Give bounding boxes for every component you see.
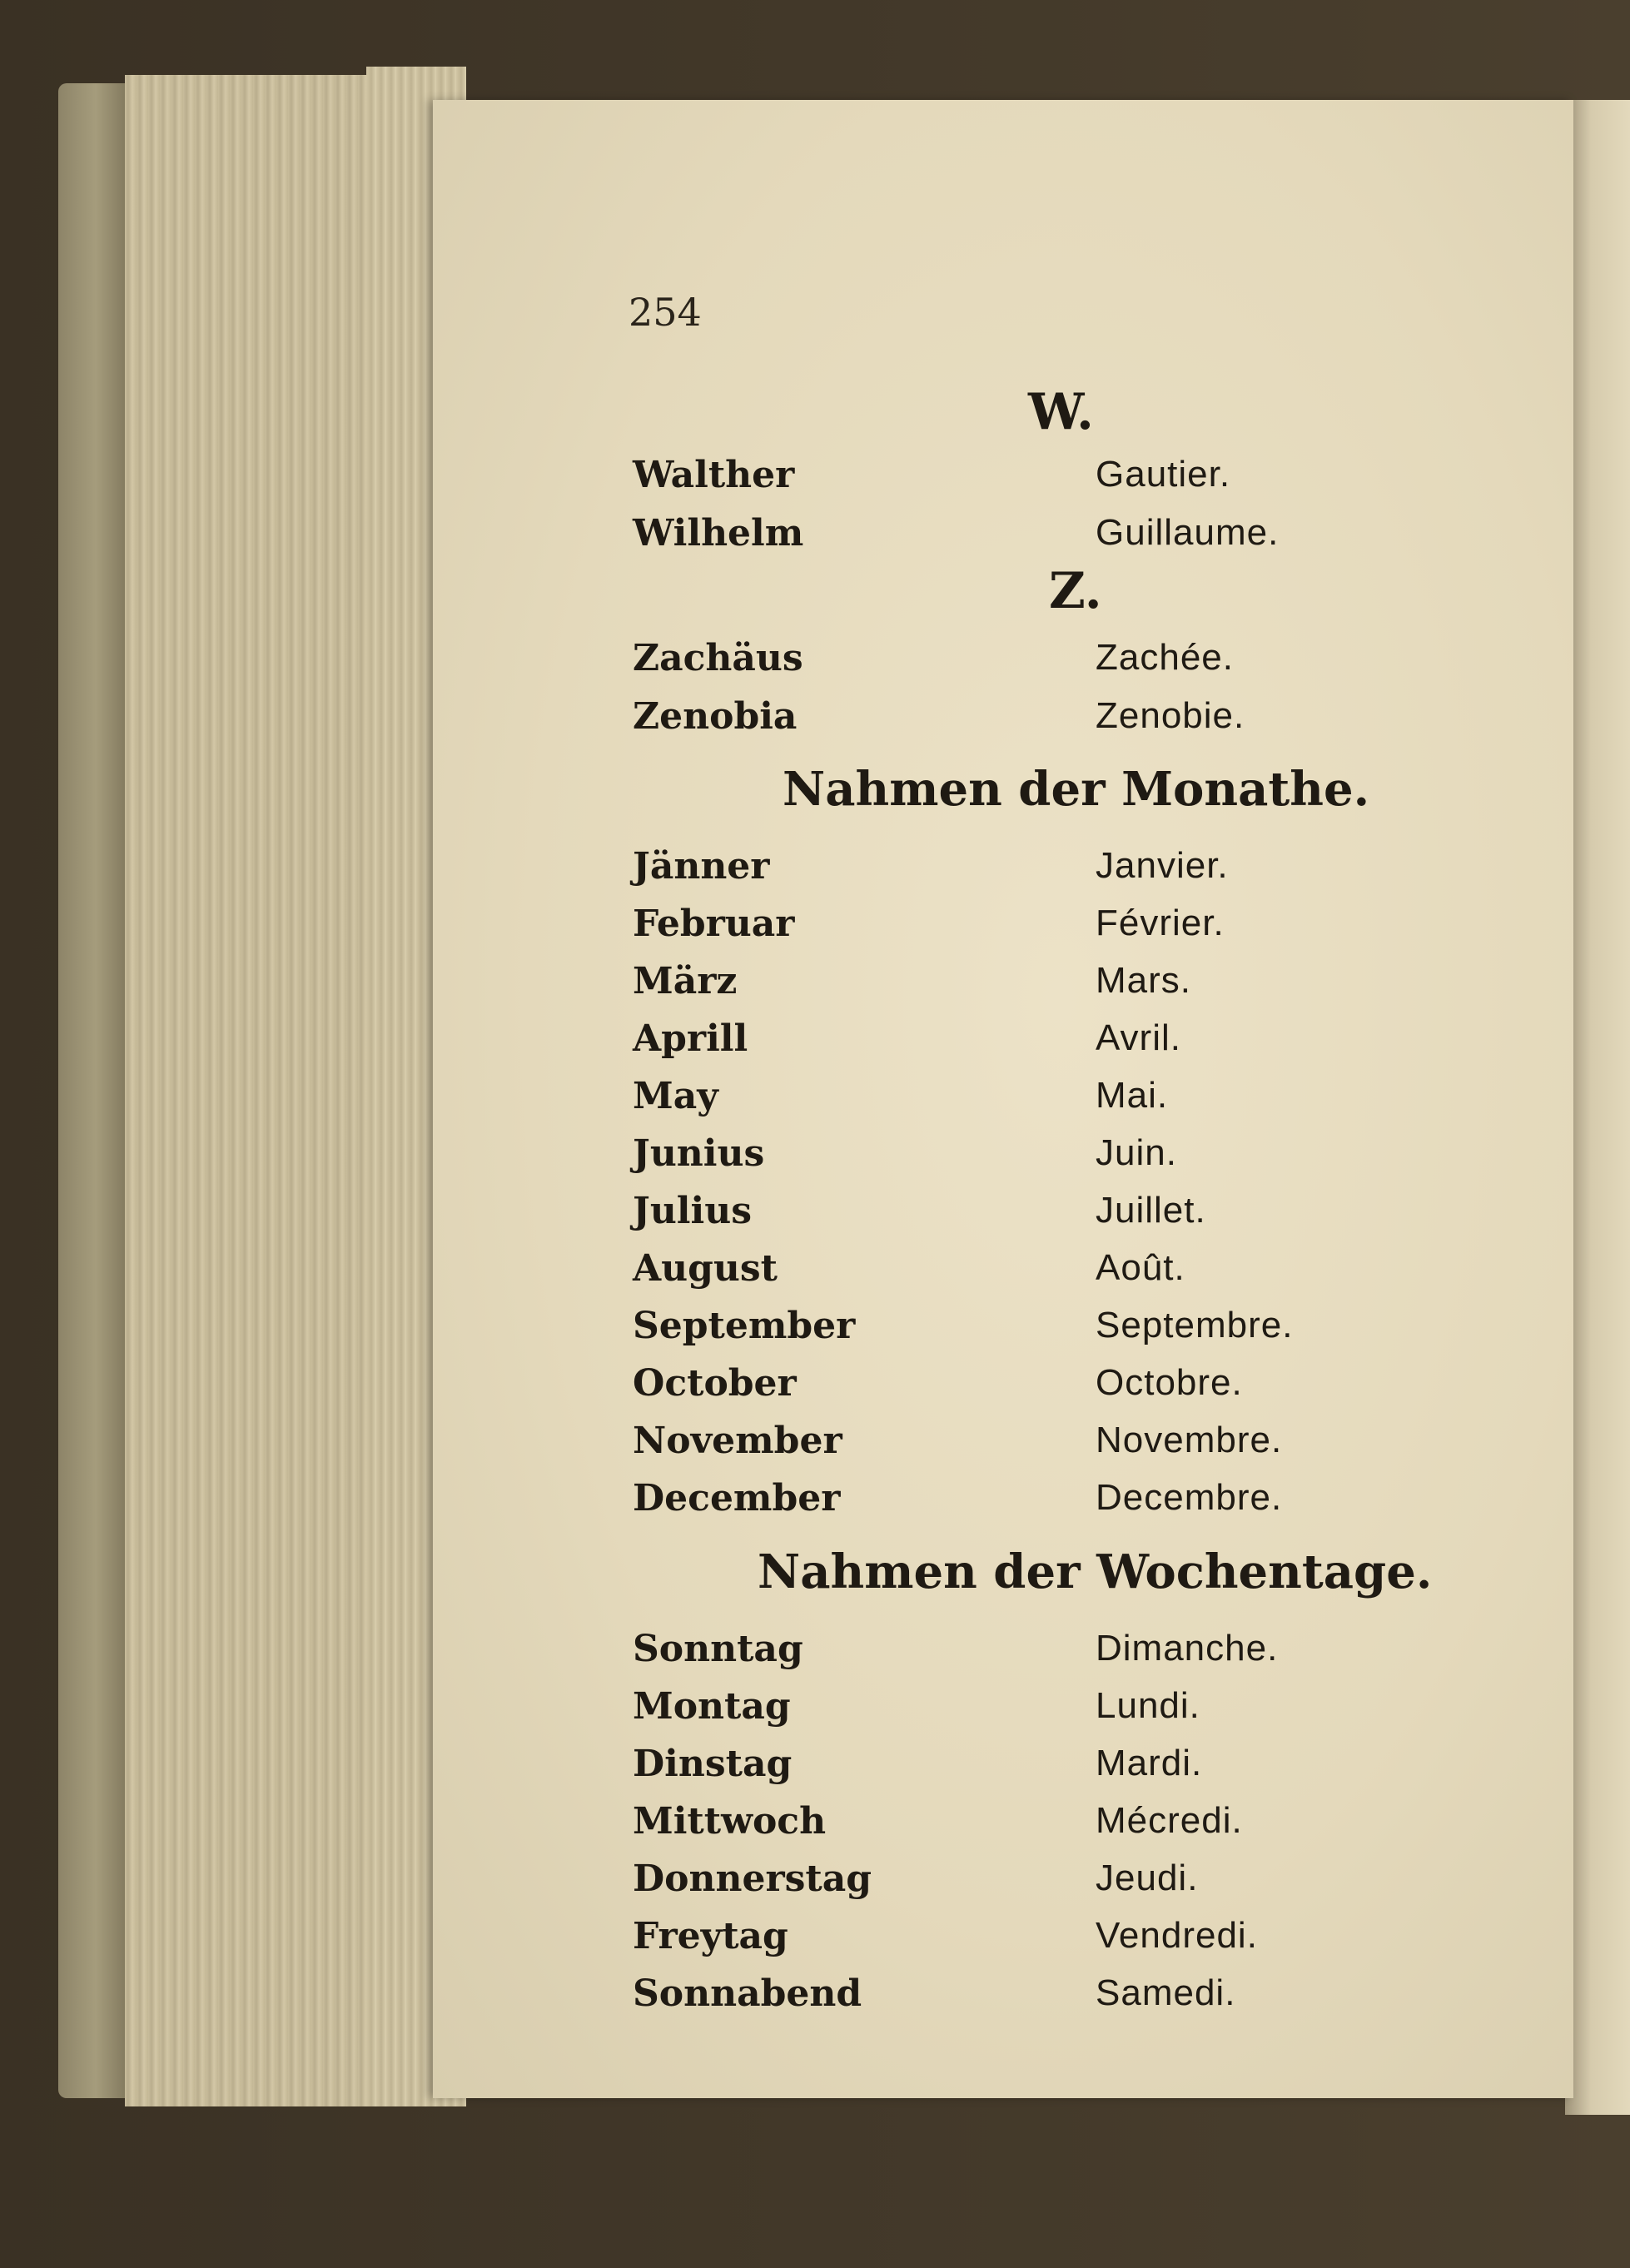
french-weekday: Lundi. [1096, 1685, 1200, 1726]
german-month: August [633, 1247, 778, 1290]
french-month: Septembre. [1096, 1305, 1294, 1345]
french-name: Guillaume. [1096, 512, 1280, 553]
list-item [633, 1858, 1465, 1907]
list-item [633, 512, 1465, 562]
french-name: Zenobie. [1096, 695, 1245, 736]
german-weekday: Dinstag [633, 1743, 793, 1785]
german-month: Julius [633, 1190, 752, 1232]
list-item [633, 903, 1465, 952]
page-number: 254 [629, 290, 702, 335]
french-month: Mai. [1096, 1075, 1169, 1116]
french-weekday: Dimanche. [1096, 1628, 1279, 1669]
german-weekday: Montag [633, 1685, 791, 1728]
french-month: Decembre. [1096, 1477, 1283, 1518]
french-month: Octobre. [1096, 1362, 1243, 1403]
german-weekday: Donnerstag [633, 1858, 872, 1900]
list-item [633, 637, 1465, 687]
list-item [633, 454, 1465, 504]
german-weekday: Sonntag [633, 1628, 803, 1670]
french-month: Juillet. [1096, 1190, 1206, 1231]
list-item [633, 960, 1465, 1010]
german-month: Aprill [633, 1017, 748, 1060]
list-item [633, 1915, 1465, 1965]
french-month: Mars. [1096, 960, 1191, 1001]
french-weekday: Jeudi. [1096, 1858, 1199, 1898]
list-item [633, 845, 1465, 895]
list-item [633, 1628, 1465, 1678]
book-page [433, 100, 1573, 2098]
french-month: Juin. [1096, 1132, 1177, 1173]
german-weekday: Mittwoch [633, 1800, 827, 1843]
list-item [633, 1800, 1465, 1850]
german-month: Februar [633, 903, 795, 945]
french-month: Août. [1096, 1247, 1185, 1288]
list-item [633, 1685, 1465, 1735]
german-name: Wilhelm [633, 512, 804, 555]
book-spine [58, 83, 133, 2098]
list-item [633, 1247, 1465, 1297]
list-item [633, 1075, 1465, 1125]
french-weekday: Mécredi. [1096, 1800, 1243, 1841]
french-month: Novembre. [1096, 1420, 1283, 1460]
german-month: November [633, 1420, 842, 1462]
french-weekday: Samedi. [1096, 1972, 1236, 2013]
german-name: Zenobia [633, 695, 798, 738]
german-month: März [633, 960, 738, 1002]
german-weekday: Freytag [633, 1915, 788, 1957]
german-month: Junius [633, 1132, 765, 1175]
section-letter-z: Z. [1049, 562, 1102, 620]
french-name: Gautier. [1096, 454, 1231, 495]
list-item [633, 695, 1465, 745]
german-weekday: Sonnabend [633, 1972, 862, 2015]
list-item [633, 1972, 1465, 2022]
french-month: Janvier. [1096, 845, 1229, 886]
list-item [633, 1305, 1465, 1355]
list-item [633, 1743, 1465, 1793]
months-heading: Nahmen der Monathe. [783, 762, 1370, 817]
french-weekday: Mardi. [1096, 1743, 1203, 1783]
list-item [633, 1420, 1465, 1470]
french-name: Zachée. [1096, 637, 1234, 678]
list-item [633, 1477, 1465, 1527]
german-name: Zachäus [633, 637, 803, 679]
german-month: Jänner [633, 845, 770, 888]
section-letter-w: W. [1028, 383, 1094, 441]
french-weekday: Vendredi. [1096, 1915, 1258, 1956]
german-month: December [633, 1477, 841, 1519]
list-item [633, 1132, 1465, 1182]
list-item [633, 1017, 1465, 1067]
french-month: Avril. [1096, 1017, 1181, 1058]
list-item [633, 1362, 1465, 1412]
german-month: September [633, 1305, 856, 1347]
list-item [633, 1190, 1465, 1240]
weekdays-heading: Nahmen der Wochentage. [758, 1544, 1433, 1599]
german-month: May [633, 1075, 718, 1117]
german-month: October [633, 1362, 797, 1405]
german-name: Walther [633, 454, 795, 496]
french-month: Février. [1096, 903, 1225, 943]
facing-page-edge [1565, 100, 1630, 2115]
